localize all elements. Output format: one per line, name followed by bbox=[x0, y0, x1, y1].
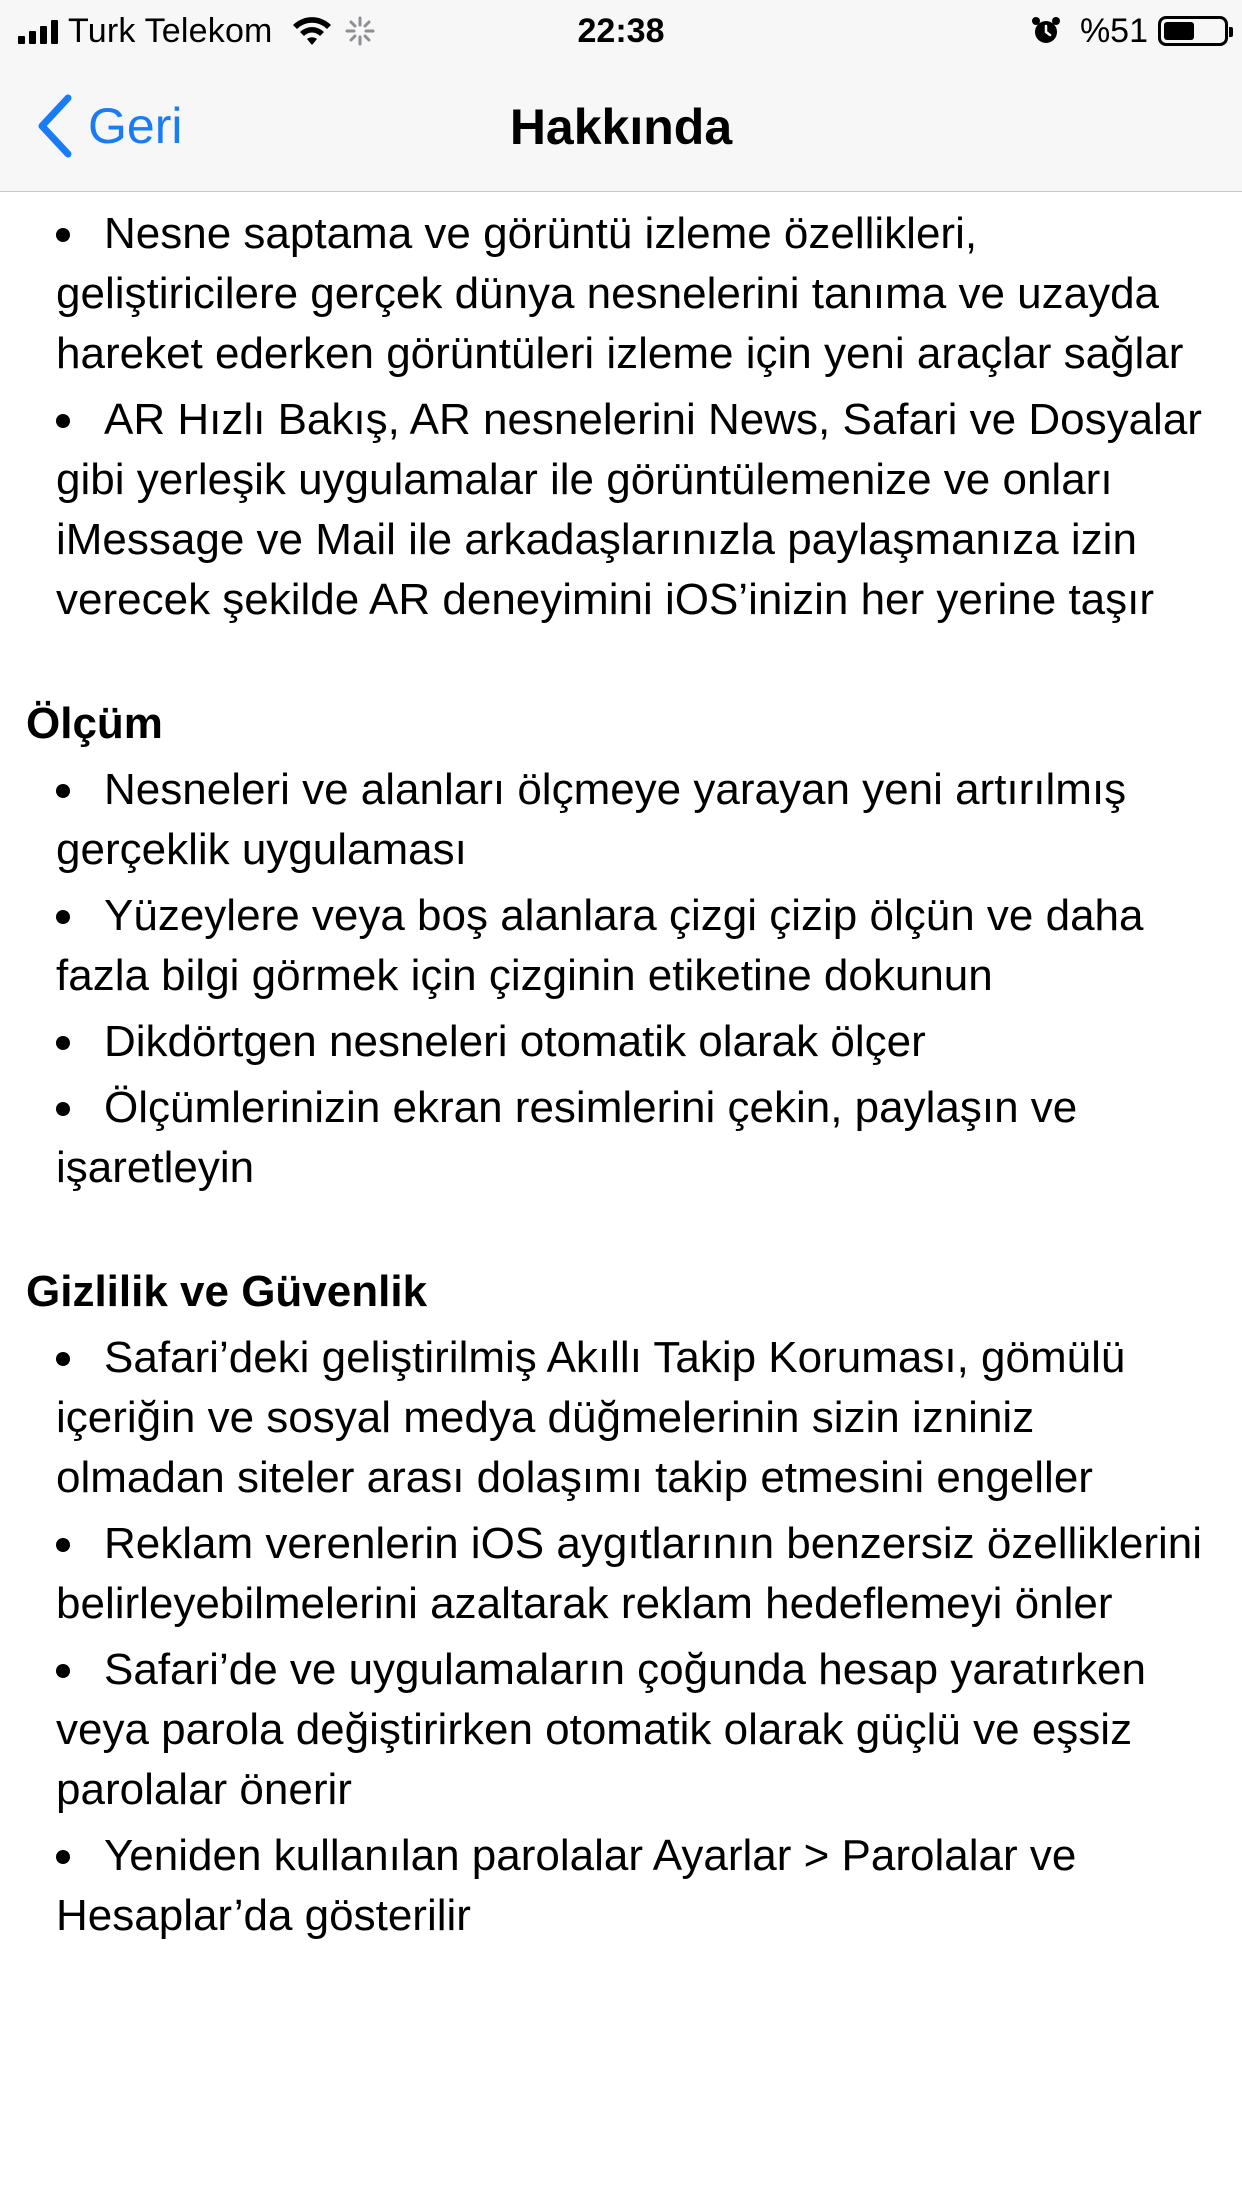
list-item bbox=[56, 1012, 1202, 1072]
bullet-dot bbox=[56, 1538, 70, 1552]
bullet-dot bbox=[56, 1102, 70, 1116]
list-item-text: Yüzeylere veya boş alanlara çizgi çizip ölçün ve daha fazla bilgi görmek için çizginin etiketine dokunun bbox=[56, 891, 1144, 1000]
bullet-dot bbox=[56, 414, 70, 428]
list-item bbox=[56, 1826, 1202, 1946]
page-title: Hakkında bbox=[509, 99, 733, 155]
list-item-text: Nesneleri ve alanları ölçmeye yarayan yeni artırılmış gerçeklik uygulaması bbox=[56, 765, 1127, 874]
bullet-dot bbox=[56, 1352, 70, 1366]
navigation-bar bbox=[0, 62, 1242, 192]
list-item bbox=[56, 1514, 1202, 1634]
section-title-gizlilik: Gizlilik ve Güvenlik bbox=[26, 1267, 428, 1316]
bullet-dot bbox=[56, 784, 70, 798]
section-title-olcum: Ölçüm bbox=[26, 699, 163, 748]
list-item bbox=[56, 1640, 1202, 1820]
bullet-dot bbox=[56, 1036, 70, 1050]
bullet-dot bbox=[56, 910, 70, 924]
list-item bbox=[56, 1078, 1202, 1198]
list-item bbox=[56, 390, 1202, 630]
bullet-dot bbox=[56, 228, 70, 242]
list-item-text: Nesne saptama ve görüntü izleme özellikleri, geliştiricilere gerçek dünya nesnelerini tanıma ve uzayda hareket ederken görüntüleri izleme için yeni araçlar sağlar bbox=[56, 209, 1184, 378]
list-item-text: Dikdörtgen nesneleri otomatik olarak ölçer bbox=[104, 1017, 926, 1066]
release-notes-content[interactable] bbox=[0, 192, 1242, 2208]
list-item-text: Reklam verenlerin iOS aygıtlarının benzersiz özelliklerini belirleyebilmelerini azaltarak reklam hedeflemeyi önler bbox=[56, 1519, 1203, 1628]
status-right-group bbox=[1030, 10, 1228, 52]
list-item-text: Ölçümlerinizin ekran resimlerini çekin, paylaşın ve işaretleyin bbox=[56, 1083, 1078, 1192]
status-bar bbox=[0, 0, 1242, 62]
list-item bbox=[56, 886, 1202, 1006]
list-item-text: Yeniden kullanılan parolalar Ayarlar > Parolalar ve Hesaplar’da gösterilir bbox=[56, 1831, 1077, 1940]
list-item bbox=[56, 204, 1202, 384]
list-item-text: Safari’de ve uygulamaların çoğunda hesap yaratırken veya parola değiştirirken otomatik olarak güçlü ve eşsiz parolalar önerir bbox=[56, 1645, 1146, 1814]
alarm-icon bbox=[1030, 15, 1062, 47]
battery-icon bbox=[1158, 16, 1228, 46]
release-notes-inner bbox=[0, 204, 1242, 1952]
list-item bbox=[56, 1328, 1202, 1508]
battery-percent: %51 bbox=[1079, 11, 1148, 50]
back-button-label: Geri bbox=[88, 98, 183, 154]
battery-fill bbox=[1164, 22, 1194, 40]
battery-nub bbox=[1229, 27, 1233, 37]
status-time: 22:38 bbox=[577, 12, 665, 50]
list-item bbox=[56, 760, 1202, 880]
list-item-text: AR Hızlı Bakış, AR nesnelerini News, Safari ve Dosyalar gibi yerleşik uygulamalar ile görüntülemenize ve onları iMessage ve Mail ile arkadaşlarınızla paylaşmanıza izin verecek şekilde AR deneyimini iOS’inizin her yerine taşır bbox=[56, 395, 1202, 624]
carrier-name: Turk Telekom bbox=[68, 11, 273, 50]
list-item-text: Safari’deki geliştirilmiş Akıllı Takip Koruması, gömülü içeriğin ve sosyal medya düğmelerinin sizin izniniz olmadan siteler arası dolaşımı takip etmesini engeller bbox=[56, 1333, 1126, 1502]
bullet-dot bbox=[56, 1850, 70, 1864]
bullet-dot bbox=[56, 1664, 70, 1678]
